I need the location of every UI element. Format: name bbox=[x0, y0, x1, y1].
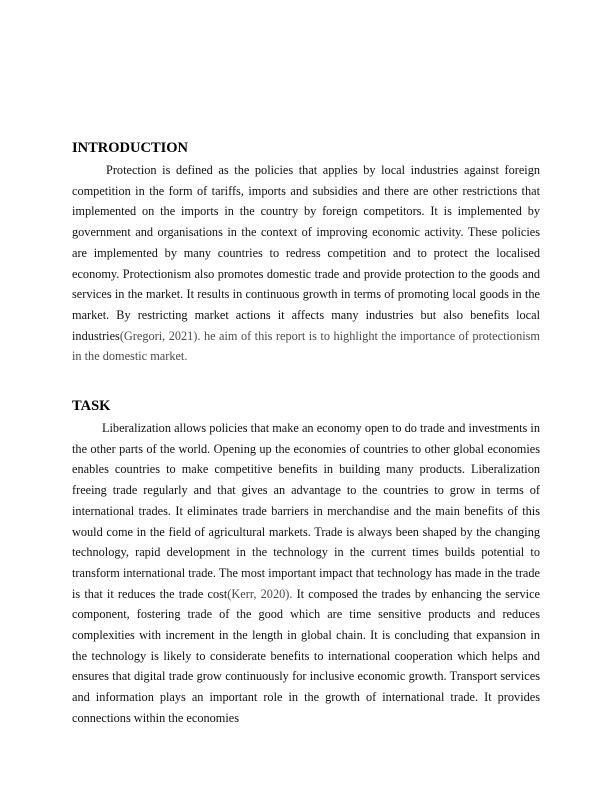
introduction-citation: (Gregori, 2021). he aim of this report is to highlight the importance of protectionism in the domestic market. bbox=[72, 328, 540, 364]
task-text: Liberalization allows policies that make an economy open to do trade and investments in the other parts of the world. Opening up the economies of countries to other global economies enables countries to make competitive benefits in building many products. Liberalization freeing trade regularly and that gives an advantage to the countries to grow in terms of international trades. It eliminates trade barriers in merchandise and the main benefits of this would come in the field of agricultural markets. Trade is always been shaped by the changing technology, rapid development in the technology in the current times builds potential to transform international trade. The most important impact that technology has made in the trade is that it reduces the trade cost bbox=[72, 421, 540, 601]
introduction-heading: INTRODUCTION bbox=[72, 140, 189, 156]
task-paragraph bbox=[72, 418, 540, 729]
introduction-paragraph bbox=[72, 160, 540, 367]
task-text-continued: It composed the trades by enhancing the service component, fostering trade of the good which are time sensitive products and reduces complexities with increment in the length in global chain. It is concluding that expansion in the technology is likely to considerate benefits to international cooperation which helps and ensures that digital trade grow continuously for inclusive economic growth. Transport services and information plays an important role in the growth of international trade. It provides connections within the economies bbox=[72, 586, 540, 725]
task-heading: TASK bbox=[72, 398, 111, 414]
introduction-text: Protection is defined as the policies that applies by local industries against foreign competition in the form of tariffs, imports and subsidies and there are other restrictions that implemented on the imports in the country by foreign competitors. It is implemented by government and organisations in the context of improving economic activity. These policies are implemented by many countries to redress competition and to protect the localised economy. Protectionism also promotes domestic trade and provide protection to the goods and services in the market. It results in continuous growth in terms of promoting local goods in the market. By restricting market actions it affects many industries but also benefits local industries bbox=[72, 163, 540, 343]
task-citation: (Kerr, 2020). bbox=[227, 586, 293, 601]
